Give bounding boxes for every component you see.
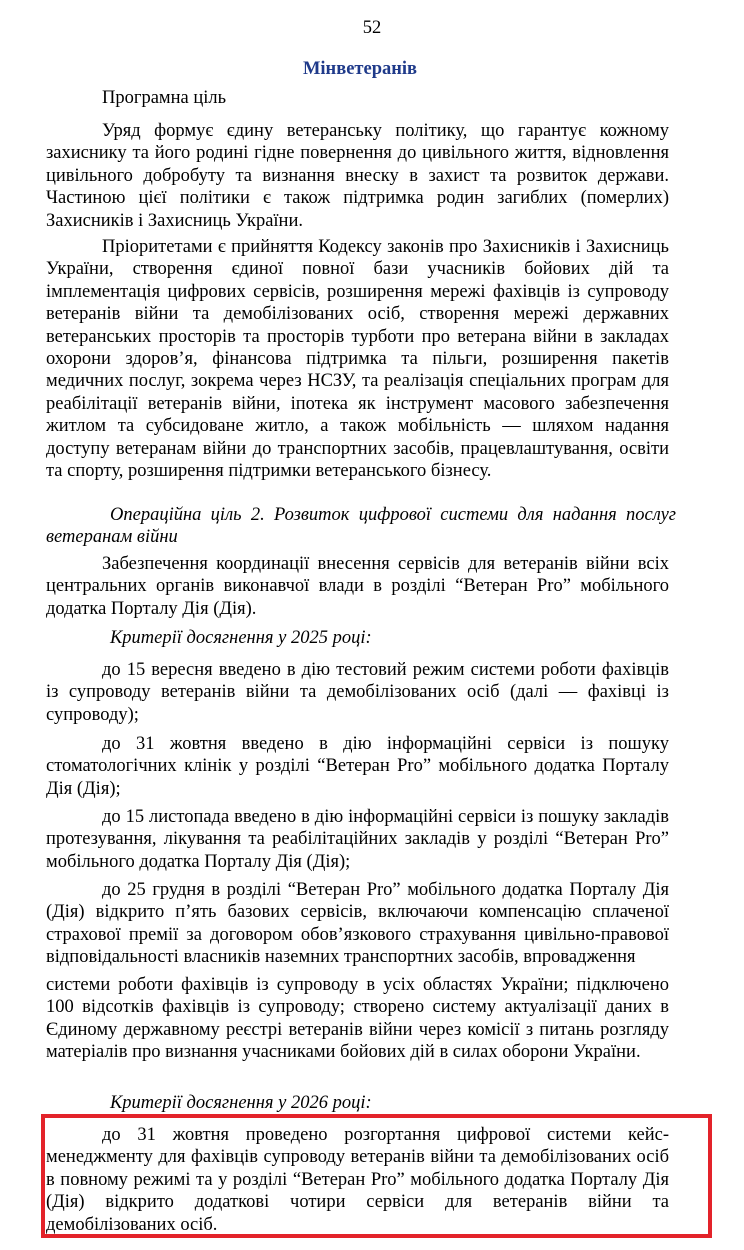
operational-goal-heading: Операційна ціль 2. Розвиток цифрової системи для надання послуг ветеранам війни <box>46 505 676 548</box>
paragraph-coordination: Забезпечення координації внесення сервісів для ветеранів війни всіх центральних органів виконавчої влади в розділі “Ветеран Pro” мобільного додатка Порталу Дія (Дія). <box>46 554 669 619</box>
criterion-dec-25-part2: системи роботи фахівців із супроводу в усіх областях України; підключено 100 відсотків фахівців із супроводу; створено систему актуалізації даних в Єдиному державному реєстрі ветеранів війни через комісії з питань розгляду матеріалів про визнання учасниками бойових дій в силах оборони України. <box>46 975 669 1063</box>
criterion-nov-15: до 15 листопада введено в дію інформаційні сервіси із пошуку закладів протезування, лікування та реабілітаційних закладів у розділі “Ветеран Pro” мобільного додатка Порталу Дія (Дія); <box>46 807 669 872</box>
paragraph-priorities: Пріоритетами є прийняття Кодексу законів про Захисників і Захисниць України, створення єдиної повної бази учасників бойових дій та імплементація цифрових сервісів, розширення мережі фахівців із супроводу ветеранів війни та демобілізованих осіб, створення мережі державних ветеранських просторів та просторів турботи про ветерана війни в закладах охорони здоров’я, фінансова підтримка та пільги, розширення пакетів медичних послуг, зокрема через НСЗУ, та реалізація спеціальних програм для реабілітації ветеранів війни, іпотека як інструмент масового забезпечення житлом та субсидоване житло, а також мобільність — шляхом надання доступу ветеранам війни до транспортних засобів, працевлаштування, освіти та спорту, розширення підтримки ветеранського бізнесу. <box>46 237 669 482</box>
paragraph-policy: Уряд формує єдину ветеранську політику, що гарантує кожному захиснику та його родині гідне повернення до цивільного життя, відновлення цивільного добробуту та визнання внеску в захист та розвиток держави. Частиною цієї політики є також підтримка родин загиблих (померлих) Захисників і Захисниць України. <box>46 121 669 231</box>
criteria-2025-heading: Критерії досягнення у 2025 році: <box>110 628 372 648</box>
criterion-sept-15: до 15 вересня введено в дію тестовий режим системи роботи фахівців із супроводу ветеранів війни та демобілізованих осіб (далі — фахівці із супроводу); <box>46 660 669 725</box>
criterion-oct-31-2025: до 31 жовтня введено в дію інформаційні сервіси із пошуку стоматологічних клінік у розділі “Ветеран Pro” мобільного додатка Порталу Дія (Дія); <box>46 734 669 799</box>
program-goal-label: Програмна ціль <box>102 88 227 108</box>
criteria-2026-heading: Критерії досягнення у 2026 році: <box>110 1093 372 1113</box>
criterion-dec-25-part1: до 25 грудня в розділі “Ветеран Pro” мобільного додатка Порталу Дія (Дія) відкрито п’ять базових сервісів, включаючи компенсацію сплаченої страхової премії за договором обов’язкового страхування цивільно-правової відповідальності власників наземних транспортних засобів, впровадження <box>46 880 669 968</box>
page-number: 52 <box>362 18 382 38</box>
criterion-oct-31-2026: до 31 жовтня проведено розгортання цифрової системи кейс-менеджменту для фахівців супроводу ветеранів війни та демобілізованих осіб в повному режимі та у розділі “Ветеран Pro” мобільного додатка Порталу Дія (Дія) відкрито додаткові чотири сервіси для ветеранів війни та демобілізованих осіб. <box>46 1125 669 1235</box>
ministry-title: Мінветеранів <box>302 59 418 79</box>
